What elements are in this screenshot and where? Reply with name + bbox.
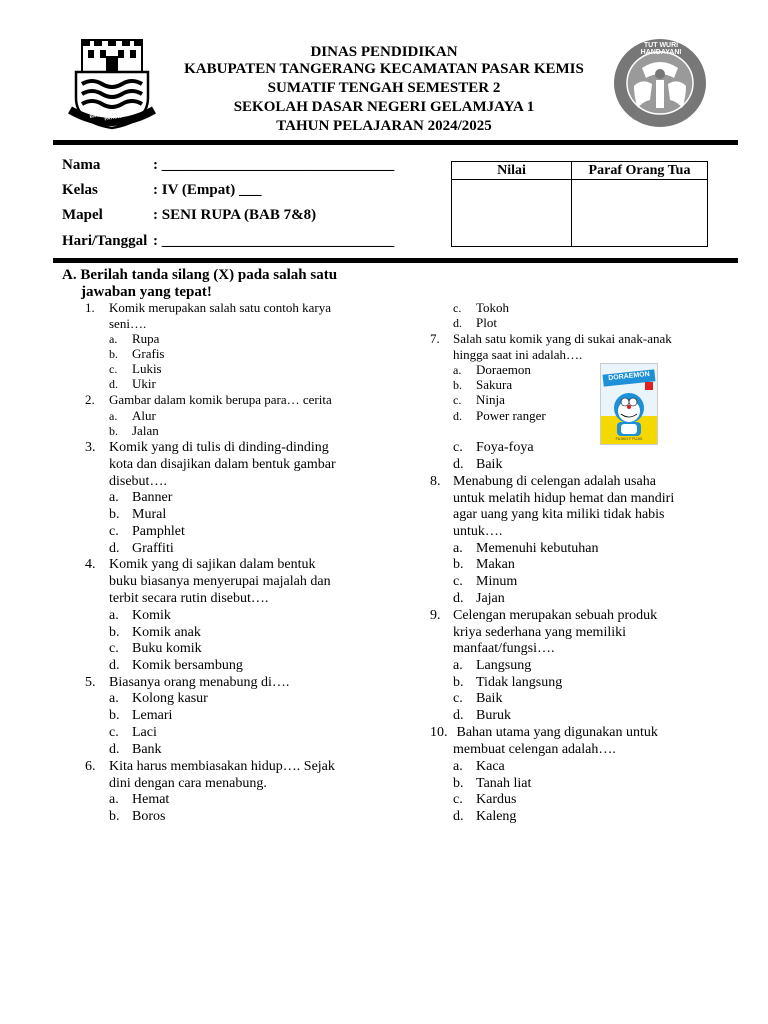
paraf-cell[interactable] xyxy=(572,180,708,247)
question-text: agar uang yang kita miliki tidak habis xyxy=(453,507,665,522)
nama-field[interactable]: : _______________________________ xyxy=(153,157,395,173)
header-line-2: KABUPATEN TANGERANG KECAMATAN PASAR KEMIS xyxy=(184,61,584,77)
question-number: 3. xyxy=(85,440,96,455)
mapel-field: : SENI RUPA (BAB 7&8) xyxy=(153,207,317,223)
option-a[interactable]: a. Langsung xyxy=(453,658,532,673)
section-subtitle: jawaban yang tepat! xyxy=(81,284,212,300)
option-b[interactable]: b. Sakura xyxy=(453,377,513,392)
option-b[interactable]: b. Tanah liat xyxy=(453,776,532,791)
kelas-label: Kelas xyxy=(62,182,98,198)
section-title: A. Berilah tanda silang (X) pada salah satu xyxy=(62,267,338,283)
option-d[interactable]: d. Graffiti xyxy=(109,541,174,556)
mapel-label: Mapel xyxy=(62,207,103,223)
option-d[interactable]: d. Baik xyxy=(453,457,503,472)
question-text: Bahan utama yang digunakan untuk xyxy=(453,725,658,740)
option-c[interactable]: c. Pamphlet xyxy=(109,524,185,539)
question-text: Komik yang di tulis di dinding-dinding xyxy=(109,440,329,455)
question-text: untuk melatih hidup hemat dan mandiri xyxy=(453,491,675,506)
question-text: Kita harus membiasakan hidup…. Sejak xyxy=(109,759,335,774)
option-a[interactable]: a. Doraemon xyxy=(453,362,531,377)
question-text: hingga saat ini adalah…. xyxy=(453,347,583,362)
option-b[interactable]: b. Makan xyxy=(453,557,515,572)
option-c[interactable]: c. Buku komik xyxy=(109,641,202,656)
option-a[interactable]: a. Rupa xyxy=(109,331,160,346)
paraf-header: Paraf Orang Tua xyxy=(572,162,708,180)
question-text: seni…. xyxy=(109,316,147,331)
question-text: manfaat/fungsi…. xyxy=(453,641,555,656)
question-number: 9. xyxy=(430,608,441,623)
option-d[interactable]: d. Komik bersambung xyxy=(109,658,243,673)
option-a[interactable]: a. Hemat xyxy=(109,792,170,807)
option-d[interactable]: d. Jajan xyxy=(453,591,505,606)
question-text: Komik yang di sajikan dalam bentuk xyxy=(109,557,316,572)
question-text: buku biasanya menyerupai majalah dan xyxy=(109,574,331,589)
option-a[interactable]: a. Komik xyxy=(109,608,171,623)
regency-motto: BAYA KARYA BHAKTI PAYANG xyxy=(89,106,136,122)
question-text: disebut…. xyxy=(109,474,167,489)
option-b[interactable]: b. Lemari xyxy=(109,708,173,723)
question-number: 7. xyxy=(430,331,440,346)
info-divider xyxy=(53,258,738,263)
score-table xyxy=(451,161,708,247)
hari-tanggal-field[interactable]: : _______________________________ xyxy=(153,233,395,249)
option-a[interactable]: a. Kolong kasur xyxy=(109,691,208,706)
question-number: 10. xyxy=(430,725,448,740)
header-line-3: SUMATIF TENGAH SEMESTER 2 xyxy=(267,80,501,96)
comic-author: FUJIKO F FUJIO xyxy=(615,437,643,441)
option-b[interactable]: b. Jalan xyxy=(109,423,159,438)
question-text: untuk…. xyxy=(453,524,503,539)
header-divider xyxy=(53,140,738,145)
kelas-field[interactable]: : IV (Empat) ___ xyxy=(153,182,262,198)
nama-label: Nama xyxy=(62,157,101,173)
option-c[interactable]: c. Kardus xyxy=(453,792,517,807)
option-b[interactable]: b. Grafis xyxy=(109,346,165,361)
header-line-1: DINAS PENDIDIKAN xyxy=(310,44,458,60)
header-line-4: SEKOLAH DASAR NEGERI GELAMJAYA 1 xyxy=(233,99,535,115)
question-text: Celengan merupakan sebuah produk xyxy=(453,608,658,623)
question-text: Salah satu komik yang di sukai anak-anak xyxy=(453,331,672,346)
option-c[interactable]: c. Laci xyxy=(109,725,157,740)
header-line-5: TAHUN PELAJARAN 2024/2025 xyxy=(276,118,492,134)
nilai-header: Nilai xyxy=(452,162,572,180)
tut-wuri-motto: TUT WURI HANDAYANI xyxy=(640,42,682,56)
question-text: dini dengan cara menabung. xyxy=(109,776,267,791)
question-number: 6. xyxy=(85,759,96,774)
question-number: 8. xyxy=(430,474,441,489)
option-d[interactable]: d. Kaleng xyxy=(453,809,517,824)
question-text: kriya sederhana yang memiliki xyxy=(453,625,626,640)
hari-tanggal-label: Hari/Tanggal xyxy=(62,233,148,249)
option-a[interactable]: a. Alur xyxy=(109,408,156,423)
option-c[interactable]: c. Minum xyxy=(453,574,518,589)
question-text: Biasanya orang menabung di…. xyxy=(109,675,290,690)
option-a[interactable]: a. Banner xyxy=(109,490,173,505)
option-b[interactable]: b. Boros xyxy=(109,809,166,824)
option-c[interactable]: c. Lukis xyxy=(109,361,162,376)
option-c[interactable]: c. Foya-foya xyxy=(453,440,534,455)
doraemon-comic-cover xyxy=(600,363,658,445)
option-c[interactable]: c. Tokoh xyxy=(453,300,510,315)
question-text: terbit secara rutin disebut…. xyxy=(109,591,269,606)
option-d[interactable]: d. Buruk xyxy=(453,708,511,723)
nilai-cell[interactable] xyxy=(452,180,572,247)
question-text: Menabung di celengan adalah usaha xyxy=(453,474,656,489)
option-d[interactable]: d. Power ranger xyxy=(453,408,546,423)
question-text: Komik merupakan salah satu contoh karya xyxy=(109,300,332,315)
comic-title: DORAEMON xyxy=(607,370,651,383)
option-a[interactable]: a. Memenuhi kebutuhan xyxy=(453,541,599,556)
option-c[interactable]: c. Ninja xyxy=(453,392,505,407)
question-text: membuat celengan adalah…. xyxy=(453,742,616,757)
question-text: kota dan disajikan dalam bentuk gambar xyxy=(109,457,336,472)
question-number: 5. xyxy=(85,675,96,690)
question-number: 2. xyxy=(85,392,95,407)
option-a[interactable]: a. Kaca xyxy=(453,759,505,774)
question-number: 1. xyxy=(85,300,95,315)
option-b[interactable]: b. Komik anak xyxy=(109,625,201,640)
option-d[interactable]: d. Bank xyxy=(109,742,162,757)
option-b[interactable]: b. Tidak langsung xyxy=(453,675,563,690)
option-d[interactable]: d. Ukir xyxy=(109,376,156,391)
option-c[interactable]: c. Baik xyxy=(453,691,503,706)
question-number: 4. xyxy=(85,557,96,572)
option-b[interactable]: b. Mural xyxy=(109,507,167,522)
question-text: Gambar dalam komik berupa para… cerita xyxy=(109,392,332,407)
option-d[interactable]: d. Plot xyxy=(453,315,497,330)
